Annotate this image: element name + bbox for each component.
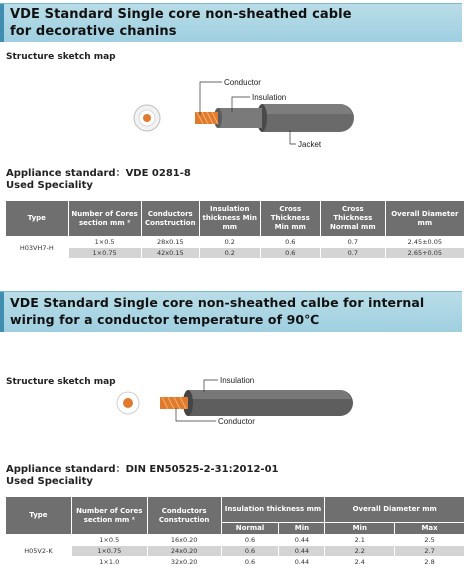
label-conductor: Conductor <box>224 78 261 87</box>
header-conductors-construction: Conductors Construction <box>141 201 199 237</box>
section1-title-line1: VDE Standard Single core non-sheathed cable <box>10 7 352 22</box>
header-cross-thickness-min: Cross Thickness Min mm <box>260 201 321 237</box>
table-cell: 1×0.5 <box>68 237 141 248</box>
header-cores-section: Number of Cores section mm ² <box>68 201 141 237</box>
label-insulation: Insulation <box>220 376 255 385</box>
header-overall-diameter: Overall Diameter mm <box>325 497 465 523</box>
table-cell: 0.7 <box>321 237 386 248</box>
table-cell: 0.7 <box>321 248 386 259</box>
section2-title-banner <box>0 291 462 332</box>
section2-standard: Appliance standard：DIN EN50525-2-31:2012-01 <box>6 464 279 475</box>
table-cell: 16x0.20 <box>147 535 221 546</box>
section2-cable-diagram <box>0 372 470 432</box>
header-insulation-thickness: Insulation thickness mm <box>221 497 325 523</box>
header-cross-thickness-normal: Cross Thickness Normal mm <box>321 201 386 237</box>
section1-sketch-heading: Structure sketch map <box>6 52 116 62</box>
type-cell: H03VH7-H <box>6 237 69 259</box>
table-row <box>6 557 465 568</box>
label-jacket: Jacket <box>298 140 322 149</box>
table-cell: 0.44 <box>279 535 325 546</box>
table-cell: 2.8 <box>395 557 465 568</box>
section2-title-line2: wiring for a conductor temperature of 90℃ <box>10 312 320 327</box>
table-cell: 2.65+0.05 <box>385 248 464 259</box>
table-row <box>6 248 465 259</box>
subheader-max: Max <box>395 523 465 535</box>
header-overall-diameter: Overall Diameter mm <box>385 201 464 237</box>
table-cell: 0.6 <box>260 237 321 248</box>
table-cell: 24x0.20 <box>147 546 221 557</box>
cross-section-icon <box>134 105 160 131</box>
table-cell: 1×0.75 <box>71 546 147 557</box>
table-cell: 2.2 <box>325 546 395 557</box>
section1-cable-diagram <box>0 70 470 180</box>
table-cell: 2.45±0.05 <box>385 237 464 248</box>
header-type: Type <box>6 497 72 535</box>
table-row <box>6 237 465 248</box>
table-cell: 0.2 <box>200 237 261 248</box>
table-cell: 42x0.15 <box>141 248 199 259</box>
cable-body <box>195 104 354 132</box>
table-cell: 32x0.20 <box>147 557 221 568</box>
section1-spec-table <box>5 200 465 259</box>
table-cell: 0.6 <box>260 248 321 259</box>
table-cell: 2.7 <box>395 546 465 557</box>
section2-spec-table <box>5 496 465 568</box>
section2-title-line1: VDE Standard Single core non-sheathed calbe for internal <box>10 295 425 310</box>
section1-title-banner <box>0 3 462 42</box>
cross-section-icon <box>117 392 139 414</box>
table-row <box>6 546 465 557</box>
table-cell: 1×0.75 <box>68 248 141 259</box>
table-cell: 0.6 <box>221 535 279 546</box>
table-row <box>6 535 465 546</box>
label-insulation: Insulation <box>252 93 287 102</box>
table-cell: 2.4 <box>325 557 395 568</box>
table-cell: 28x0.15 <box>141 237 199 248</box>
table-cell: 0.44 <box>279 557 325 568</box>
section2-speciality: Used Speciality <box>6 476 93 487</box>
section1-title-line2: for decorative chanins <box>10 24 177 39</box>
header-insulation-thickness: Insulation thickness Min mm <box>200 201 261 237</box>
table-cell: 1×1.0 <box>71 557 147 568</box>
banner-accent-bar <box>0 292 4 332</box>
subheader-normal: Normal <box>221 523 279 535</box>
header-cores-section: Number of Cores section mm ² <box>71 497 147 535</box>
cable-body <box>160 390 353 416</box>
section1-standard: Appliance standard：VDE 0281-8 <box>6 168 191 179</box>
section2-sketch-heading: Structure sketch map <box>6 377 116 387</box>
header-type: Type <box>6 201 69 237</box>
table-cell: 0.6 <box>221 546 279 557</box>
section1-speciality: Used Speciality <box>6 180 93 191</box>
type-cell: H05V2-K <box>6 535 72 568</box>
table-cell: 0.2 <box>200 248 261 259</box>
table-cell: 2.1 <box>325 535 395 546</box>
table-cell: 1×0.5 <box>71 535 147 546</box>
banner-accent-bar <box>0 4 4 42</box>
subheader-min: Min <box>325 523 395 535</box>
table-cell: 2.5 <box>395 535 465 546</box>
header-conductors-construction: Conductors Construction <box>147 497 221 535</box>
table-cell: 0.6 <box>221 557 279 568</box>
label-conductor: Conductor <box>218 417 255 426</box>
subheader-min: Min <box>279 523 325 535</box>
table-cell: 0.44 <box>279 546 325 557</box>
